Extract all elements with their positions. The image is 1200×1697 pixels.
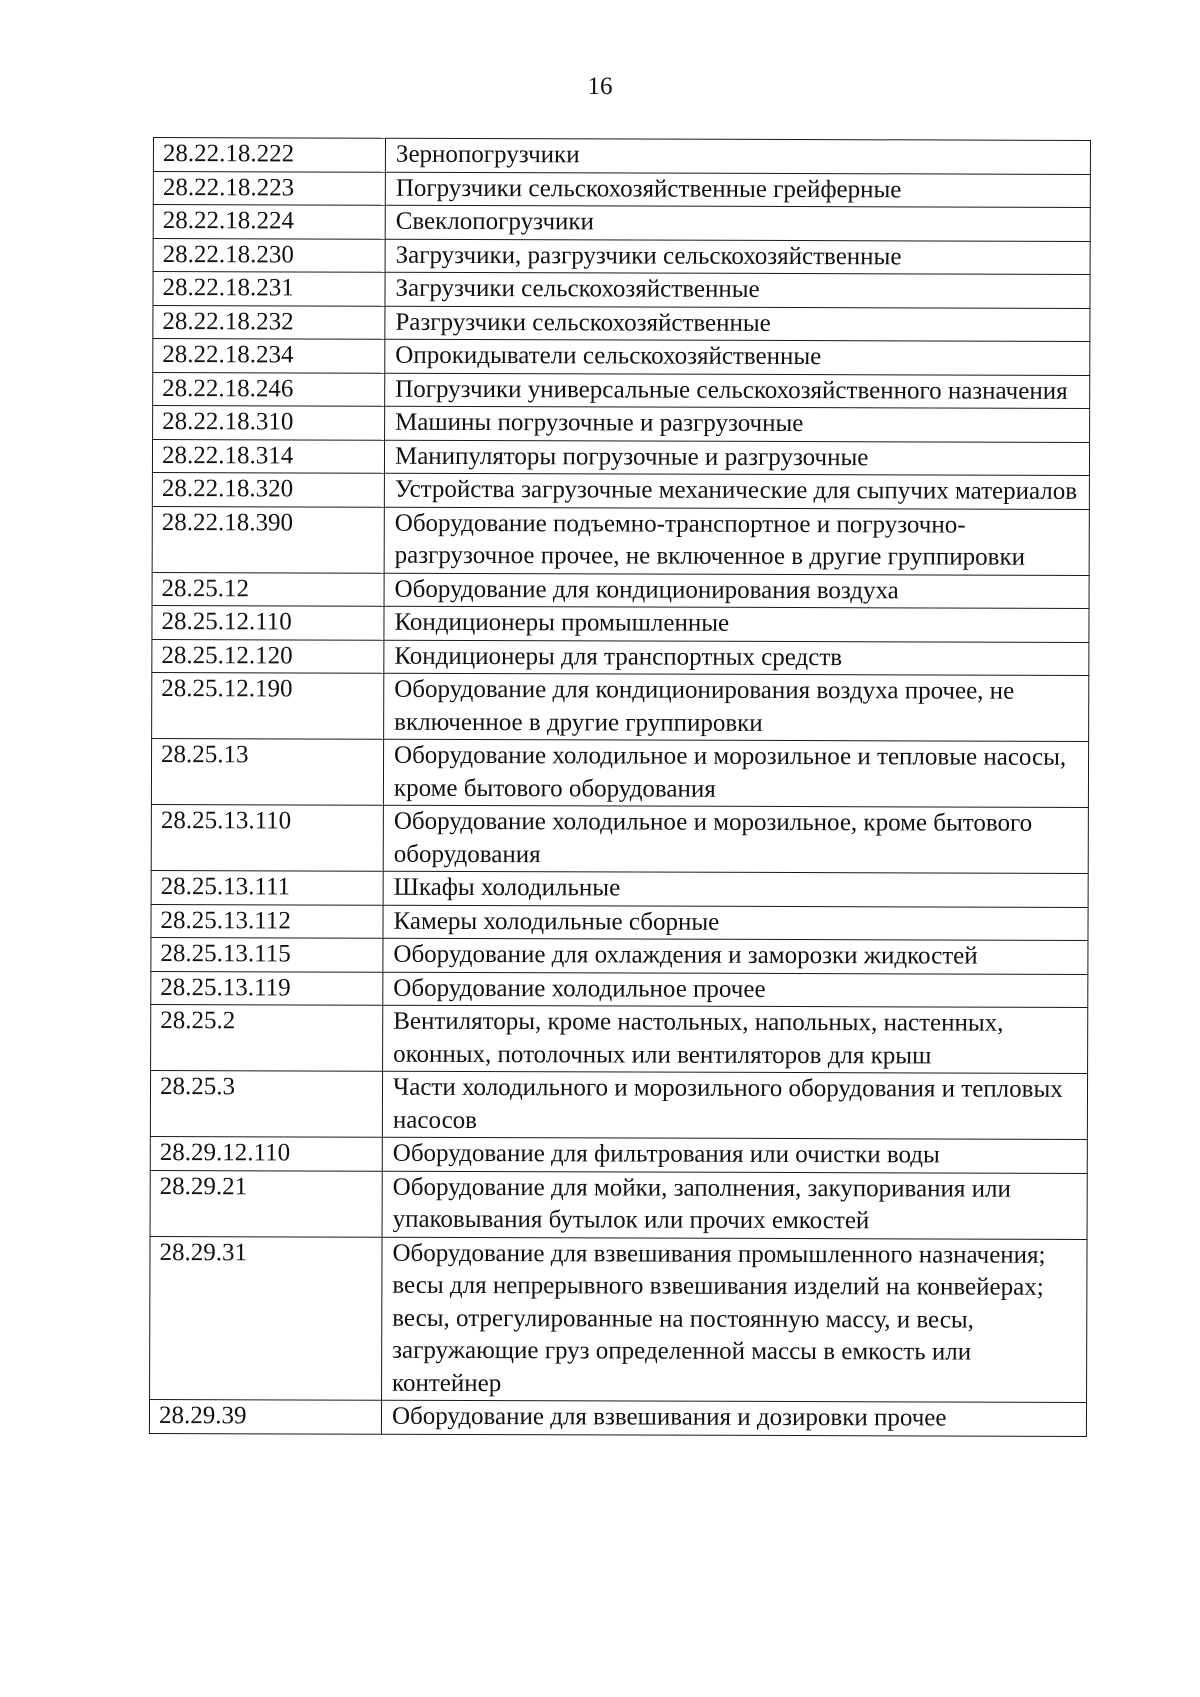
table-row bbox=[151, 804, 1088, 873]
table-row bbox=[151, 738, 1088, 807]
okpd-code-cell: 28.22.18.224 bbox=[153, 205, 385, 239]
product-name-cell: Загрузчики, разгрузчики сельскохозяйственные bbox=[385, 239, 1090, 275]
product-name-cell: Устройства загрузочные механические для сыпучих материалов bbox=[384, 473, 1089, 509]
product-name-cell: Погрузчики универсальные сельскохозяйственного назначения bbox=[385, 373, 1090, 409]
product-name-cell: Оборудование холодильное и морозильное, кроме бытового оборудования bbox=[383, 805, 1088, 873]
table-row bbox=[153, 372, 1090, 408]
table-row bbox=[151, 870, 1088, 906]
product-name-cell: Кондиционеры для транспортных средств bbox=[384, 640, 1089, 676]
product-name-cell: Части холодильного и морозильного оборудования и тепловых насосов bbox=[382, 1071, 1087, 1139]
okpd-code-cell: 28.29.39 bbox=[149, 1399, 381, 1433]
okpd-code-cell: 28.22.18.234 bbox=[153, 339, 385, 373]
table-row bbox=[152, 605, 1089, 641]
okpd-code-cell: 28.22.18.390 bbox=[152, 506, 384, 573]
table-row bbox=[153, 205, 1090, 241]
okpd-code-cell: 28.25.3 bbox=[150, 1070, 382, 1137]
table-row bbox=[150, 1136, 1087, 1172]
product-name-cell: Оборудование для кондиционирования воздуха прочее, не включенное в другие группировки bbox=[384, 673, 1089, 741]
okpd-code-cell: 28.29.21 bbox=[150, 1170, 382, 1237]
okpd-code-cell: 28.25.13.111 bbox=[151, 870, 383, 904]
product-name-cell: Оборудование холодильное и морозильное и тепловые насосы, кроме бытового оборудования bbox=[383, 739, 1088, 807]
okpd-code-cell: 28.25.12.110 bbox=[152, 605, 384, 639]
okpd-code-cell: 28.25.13.112 bbox=[151, 904, 383, 938]
okpd-code-cell: 28.29.12.110 bbox=[150, 1136, 382, 1170]
product-name-cell: Манипуляторы погрузочные и разгрузочные bbox=[384, 440, 1089, 476]
product-name-cell: Кондиционеры промышленные bbox=[384, 606, 1089, 642]
table-row bbox=[150, 1070, 1087, 1139]
table-row bbox=[153, 138, 1090, 174]
product-name-cell: Оборудование подъемно-транспортное и погрузочно-разгрузочное прочее, не включенное в другие группировки bbox=[384, 507, 1089, 575]
okpd-code-cell: 28.22.18.230 bbox=[153, 238, 385, 272]
product-name-cell: Оборудование холодильное прочее bbox=[383, 972, 1088, 1008]
page-number: 16 bbox=[587, 73, 613, 100]
table-row bbox=[149, 1399, 1086, 1435]
okpd-code-cell: 28.22.18.314 bbox=[152, 439, 384, 473]
table-row bbox=[153, 406, 1090, 442]
product-name-cell: Загрузчики сельскохозяйственные bbox=[385, 272, 1090, 308]
okpd-code-cell: 28.22.18.222 bbox=[153, 138, 385, 172]
product-name-cell: Оборудование для мойки, заполнения, закупоривания или упаковывания бутылок или прочих емкостей bbox=[382, 1171, 1087, 1239]
okpd-code-cell: 28.22.18.320 bbox=[152, 472, 384, 506]
okpd-code-cell: 28.22.18.246 bbox=[153, 372, 385, 406]
table-row bbox=[150, 1170, 1087, 1239]
table-row bbox=[152, 506, 1089, 575]
table-row bbox=[152, 572, 1089, 608]
product-name-cell: Оборудование для кондиционирования воздуха bbox=[384, 573, 1089, 609]
table-row bbox=[153, 339, 1090, 375]
table-row bbox=[153, 238, 1090, 274]
product-name-cell: Вентиляторы, кроме настольных, напольных, настенных, оконных, потолочных или вентиляторов для крыш bbox=[383, 1005, 1088, 1073]
okpd-code-cell: 28.25.13.119 bbox=[151, 971, 383, 1005]
okpd-code-cell: 28.25.13 bbox=[151, 738, 383, 805]
table-row bbox=[150, 1236, 1088, 1402]
okpd-code-cell: 28.25.12.120 bbox=[152, 639, 384, 673]
product-name-cell: Разгрузчики сельскохозяйственные bbox=[385, 306, 1090, 342]
okpd-code-cell: 28.25.2 bbox=[151, 1004, 383, 1071]
okpd-code-cell: 28.25.12.190 bbox=[152, 672, 384, 739]
table-body bbox=[149, 138, 1090, 1436]
product-name-cell: Оборудование для фильтрования или очистки воды bbox=[382, 1137, 1087, 1173]
product-name-cell: Оборудование для взвешивания и дозировки прочее bbox=[381, 1400, 1086, 1436]
product-name-cell: Свеклопогрузчики bbox=[385, 205, 1090, 241]
table-row bbox=[151, 1004, 1088, 1073]
product-name-cell: Шкафы холодильные bbox=[383, 871, 1088, 907]
product-name-cell: Зернопогрузчики bbox=[385, 138, 1090, 174]
product-name-cell: Опрокидыватели сельскохозяйственные bbox=[385, 339, 1090, 375]
table-row bbox=[151, 971, 1088, 1007]
table-row bbox=[152, 472, 1089, 508]
table-row bbox=[152, 639, 1089, 675]
okpd-code-cell: 28.25.13.115 bbox=[151, 937, 383, 971]
product-name-cell: Погрузчики сельскохозяйственные грейферные bbox=[385, 172, 1090, 208]
table-row bbox=[153, 305, 1090, 341]
okpd-code-cell: 28.22.18.232 bbox=[153, 305, 385, 339]
okpd-code-cell: 28.29.31 bbox=[150, 1236, 383, 1400]
table-row bbox=[152, 672, 1089, 741]
product-name-cell: Машины погрузочные и разгрузочные bbox=[385, 406, 1090, 442]
okpd-code-cell: 28.25.13.110 bbox=[151, 804, 383, 871]
okpd-code-cell: 28.22.18.231 bbox=[153, 272, 385, 306]
table-row bbox=[151, 904, 1088, 940]
table-row bbox=[151, 937, 1088, 973]
product-name-cell: Оборудование для взвешивания промышленного назначения; весы для непрерывного взвешивания изделий на конвейерах; весы, отрегулированные на постоянную массу, и весы, загружающие груз определенной массы в емкость или контейнер bbox=[382, 1237, 1088, 1403]
okpd-code-cell: 28.25.12 bbox=[152, 572, 384, 606]
table-row bbox=[153, 272, 1090, 308]
okpd-code-cell: 28.22.18.310 bbox=[153, 406, 385, 440]
product-name-cell: Оборудование для охлаждения и заморозки жидкостей bbox=[383, 938, 1088, 974]
table-row bbox=[152, 439, 1089, 475]
table-row bbox=[153, 171, 1090, 207]
product-name-cell: Камеры холодильные сборные bbox=[383, 905, 1088, 941]
classification-table bbox=[149, 137, 1091, 1436]
okpd-code-cell: 28.22.18.223 bbox=[153, 171, 385, 205]
